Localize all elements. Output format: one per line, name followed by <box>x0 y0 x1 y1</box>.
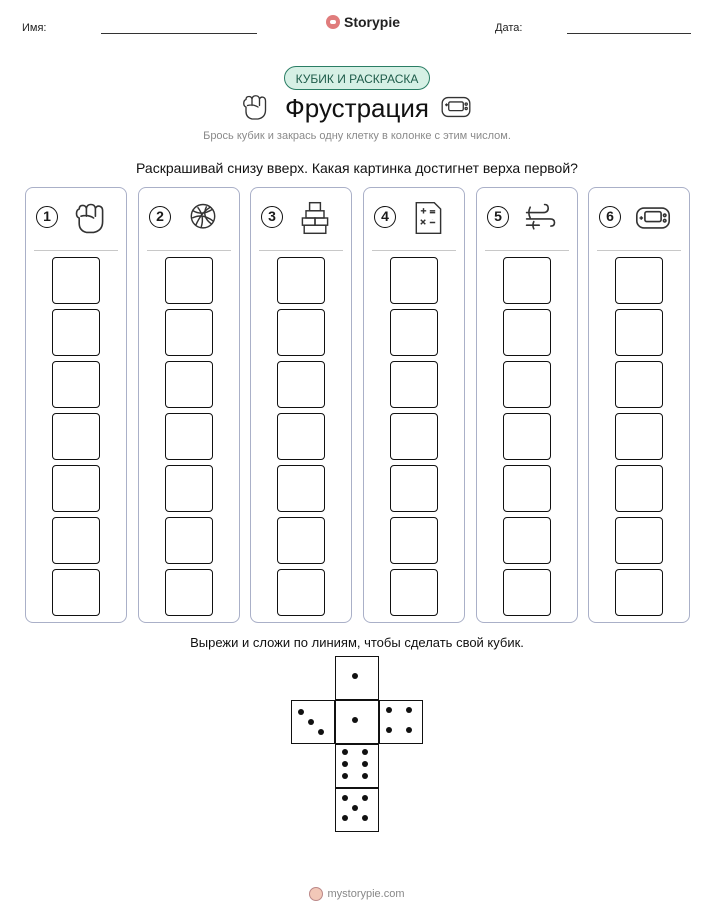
die-pip <box>386 707 392 713</box>
color-cell[interactable] <box>277 465 325 512</box>
color-cell[interactable] <box>615 413 663 460</box>
column-divider <box>34 250 118 251</box>
die-face <box>335 744 379 788</box>
die-pip <box>342 773 348 779</box>
die-pip <box>342 749 348 755</box>
color-cell[interactable] <box>165 517 213 564</box>
storypie-mascot-icon <box>326 15 340 29</box>
die-face <box>335 788 379 832</box>
die-pip <box>362 773 368 779</box>
color-cell[interactable] <box>390 361 438 408</box>
color-cell[interactable] <box>615 309 663 356</box>
die-pip <box>308 719 314 725</box>
page-subtitle: Брось кубик и закрась одну клетку в колонке с этим числом. <box>203 130 511 142</box>
die-pip <box>362 749 368 755</box>
color-cell[interactable] <box>52 517 100 564</box>
color-cell[interactable] <box>390 569 438 616</box>
color-cell[interactable] <box>52 413 100 460</box>
die-pip <box>362 761 368 767</box>
die-pip <box>406 707 412 713</box>
cut-instruction: Вырежи и сложи по линиям, чтобы сделать свой кубик. <box>190 635 524 650</box>
die-pip <box>342 815 348 821</box>
color-cell[interactable] <box>52 569 100 616</box>
color-cell[interactable] <box>390 309 438 356</box>
color-cell[interactable] <box>277 517 325 564</box>
game-controller-icon <box>440 95 472 119</box>
name-label: Имя: <box>22 22 47 34</box>
column-number: 5 <box>487 206 509 228</box>
die-face <box>335 656 379 700</box>
color-cell[interactable] <box>615 517 663 564</box>
color-cell[interactable] <box>503 465 551 512</box>
die-pip <box>386 727 392 733</box>
color-cell[interactable] <box>503 361 551 408</box>
game-controller-icon <box>633 200 673 236</box>
column-5 <box>476 187 578 623</box>
footer <box>0 887 714 901</box>
die-face <box>291 700 335 744</box>
color-cell[interactable] <box>277 361 325 408</box>
column-number: 4 <box>374 206 396 228</box>
die-pip <box>318 729 324 735</box>
color-cell[interactable] <box>503 413 551 460</box>
wind-gust-icon <box>521 200 561 236</box>
color-cell[interactable] <box>503 517 551 564</box>
color-cell[interactable] <box>277 413 325 460</box>
color-cell[interactable] <box>503 569 551 616</box>
color-cell[interactable] <box>52 465 100 512</box>
fist-icon <box>70 200 110 236</box>
coloring-instruction: Раскрашивай снизу вверх. Какая картинка достигнет верха первой? <box>136 160 578 176</box>
die-pip <box>342 795 348 801</box>
column-divider <box>372 250 456 251</box>
column-number: 2 <box>149 206 171 228</box>
column-3 <box>250 187 352 623</box>
color-cell[interactable] <box>390 465 438 512</box>
column-number: 1 <box>36 206 58 228</box>
date-line[interactable] <box>567 33 691 34</box>
color-cell[interactable] <box>165 413 213 460</box>
column-divider <box>597 250 681 251</box>
page-title: Фрустрация <box>285 93 429 123</box>
column-2 <box>138 187 240 623</box>
color-cell[interactable] <box>277 309 325 356</box>
color-cell[interactable] <box>52 361 100 408</box>
date-label: Дата: <box>495 22 523 34</box>
column-1 <box>25 187 127 623</box>
column-divider <box>485 250 569 251</box>
color-cell[interactable] <box>503 257 551 304</box>
color-cell[interactable] <box>390 257 438 304</box>
tangled-yarn-icon <box>183 200 223 236</box>
column-divider <box>147 250 231 251</box>
color-cell[interactable] <box>165 257 213 304</box>
die-face <box>379 700 423 744</box>
die-pip <box>362 815 368 821</box>
column-4 <box>363 187 465 623</box>
column-number: 6 <box>599 206 621 228</box>
color-cell[interactable] <box>165 309 213 356</box>
activity-badge: КУБИК И РАСКРАСКА <box>284 66 430 90</box>
die-pip <box>352 805 358 811</box>
die-pip <box>362 795 368 801</box>
color-cell[interactable] <box>615 465 663 512</box>
color-cell[interactable] <box>390 517 438 564</box>
die-pip <box>298 709 304 715</box>
color-cell[interactable] <box>615 361 663 408</box>
block-tower-icon <box>295 200 335 236</box>
color-cell[interactable] <box>277 569 325 616</box>
color-cell[interactable] <box>165 569 213 616</box>
color-cell[interactable] <box>390 413 438 460</box>
color-cell[interactable] <box>165 361 213 408</box>
brand-name: Storypie <box>344 14 401 30</box>
die-pip <box>406 727 412 733</box>
color-cell[interactable] <box>615 569 663 616</box>
storypie-logo <box>326 14 400 30</box>
color-cell[interactable] <box>277 257 325 304</box>
color-cell[interactable] <box>52 309 100 356</box>
color-cell[interactable] <box>503 309 551 356</box>
name-line[interactable] <box>101 33 257 34</box>
column-number: 3 <box>261 206 283 228</box>
color-cell[interactable] <box>165 465 213 512</box>
color-cell[interactable] <box>52 257 100 304</box>
color-cell[interactable] <box>615 257 663 304</box>
die-pip <box>342 761 348 767</box>
column-6 <box>588 187 690 623</box>
math-worksheet-icon <box>408 200 448 236</box>
die-pip <box>352 673 358 679</box>
die-pip <box>352 717 358 723</box>
die-face <box>335 700 379 744</box>
footer-url[interactable]: mystorypie.com <box>327 888 405 900</box>
storypie-mascot-icon <box>309 887 323 901</box>
column-divider <box>259 250 343 251</box>
